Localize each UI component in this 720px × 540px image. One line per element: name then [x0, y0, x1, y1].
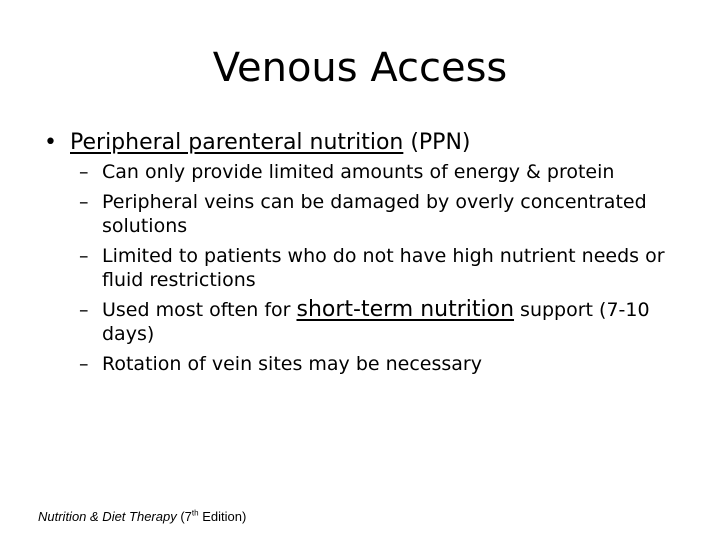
slide-title: Venous Access: [212, 45, 508, 91]
bullet-marker: •: [44, 130, 57, 155]
sub-bullet-text-pre: Used most often for: [102, 299, 297, 321]
sub-bullet-text: Limited to patients who do not have high nutrient needs or fluid restrictions: [102, 245, 665, 291]
footer-edition-close: Edition): [198, 509, 247, 524]
dash-marker: –: [79, 161, 89, 183]
sub-bullet-text: Can only provide limited amounts of energy & protein: [102, 161, 615, 183]
sub-bullet-term: short-term nutrition: [296, 297, 515, 322]
sub-bullet-text: Rotation of vein sites may be necessary: [102, 353, 482, 375]
footer-book-title: Nutrition & Diet Therapy: [38, 509, 177, 524]
main-bullet: [44, 128, 684, 158]
bullet-term: Peripheral parenteral nutrition: [70, 130, 404, 155]
sub-bullet-item: [44, 352, 684, 376]
sub-bullet-text-post: support (7-10 days): [102, 299, 650, 345]
dash-marker: –: [79, 245, 89, 267]
footer-edition-sup: th: [191, 508, 199, 518]
slide-footer: [38, 508, 246, 526]
sub-bullet-item: [44, 298, 684, 346]
bullet-abbrev: (PPN): [403, 130, 471, 155]
sub-bullet-item: [44, 190, 684, 238]
sub-bullet-item: [44, 160, 684, 184]
sub-bullet-text: Peripheral veins can be damaged by overly concentrated solutions: [102, 191, 647, 237]
dash-marker: –: [79, 299, 89, 321]
footer-edition-open: (7: [176, 509, 192, 524]
sub-bullet-item: [44, 244, 684, 292]
slide-content: [44, 128, 684, 382]
dash-marker: –: [79, 191, 89, 213]
dash-marker: –: [79, 353, 89, 375]
sub-bullet-list: [44, 160, 684, 376]
